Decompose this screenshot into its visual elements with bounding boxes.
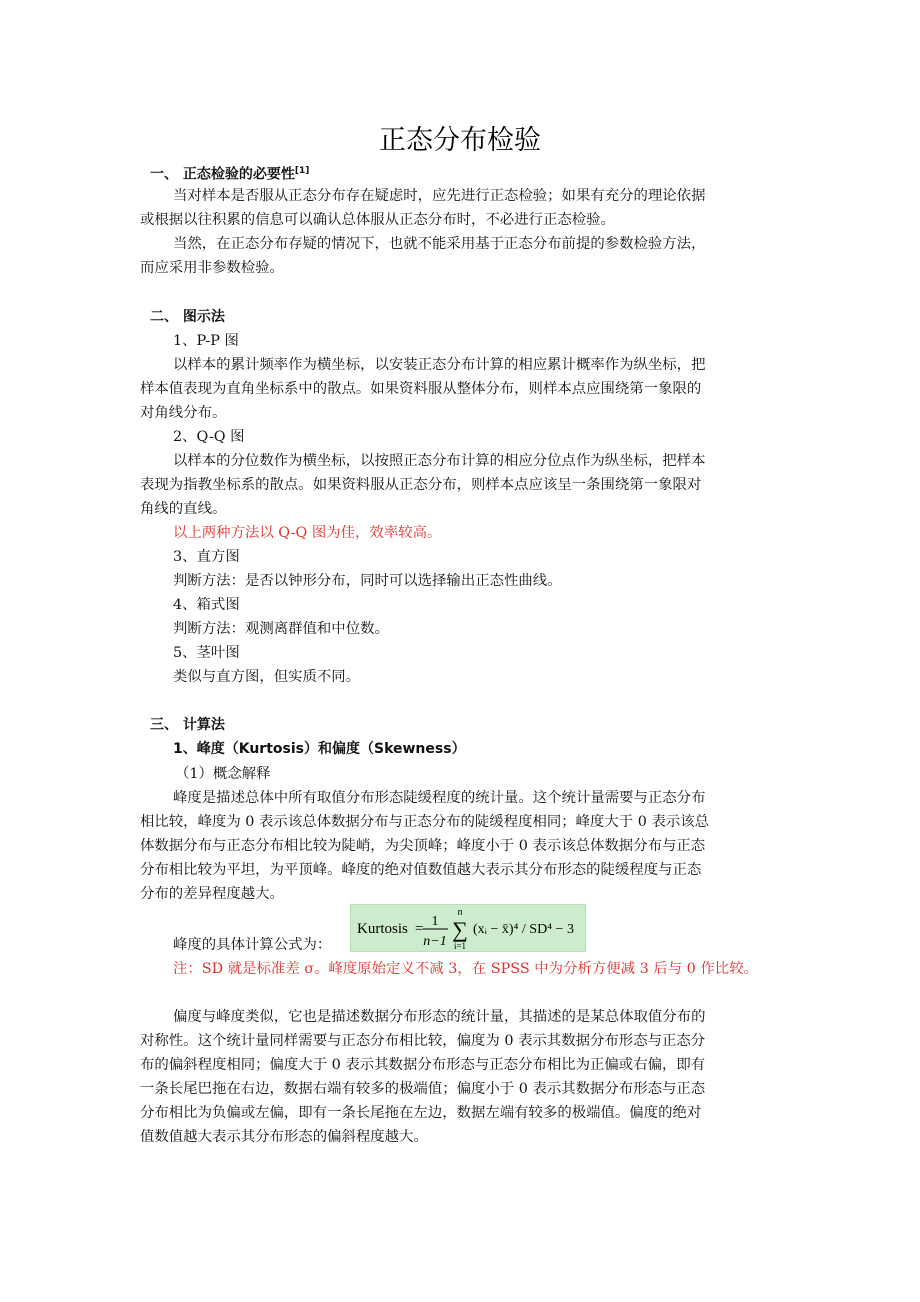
paragraph-line: 或根据以往积累的信息可以确认总体服从正态分布时，不必进行正态检验。 xyxy=(140,212,615,228)
histogram-label: 3、直方图 xyxy=(173,549,240,565)
boxplot-label: 4、箱式图 xyxy=(173,597,240,613)
formula-lhs: Kurtosis xyxy=(357,921,408,937)
paragraph-line: 分布相比较为平坦，为平顶峰。峰度的绝对值数值越大表示其分布形态的陡缓程度与正态 xyxy=(140,862,702,878)
paragraph-line: 以样本的分位数作为横坐标，以按照正态分布计算的相应分位点作为纵坐标，把样本 xyxy=(173,453,706,469)
paragraph-line: 当对样本是否服从正态分布存在疑虑时，应先进行正态检验；如果有充分的理论依据 xyxy=(173,188,706,204)
paragraph-line: 表现为指教坐标系的散点。如果资料服从正态分布，则样本点应该呈一条围绕第一象限对 xyxy=(140,477,702,493)
paragraph-line: 当然，在正态分布存疑的情况下，也就不能采用基于正态分布前提的参数检验方法， xyxy=(173,236,706,252)
sd-note: 注：SD 就是标准差 σ。峰度原始定义不减 3，在 SPSS 中为分析方便减 3 后与 0 作比较。 xyxy=(173,961,758,977)
paragraph-line: 角线的直线。 xyxy=(140,501,227,517)
paragraph-line: 一条长尾巴拖在右边，数据右端有较多的极端值；偏度小于 0 表示其数据分布形态与正态 xyxy=(140,1081,706,1097)
reference-mark: [1] xyxy=(294,166,310,176)
formula-denominator: n−1 xyxy=(423,934,447,949)
heading-text: 一、 正态检验的必要性 xyxy=(150,166,295,183)
paragraph-line: 体数据分布与正态分布相比较为陡峭，为尖顶峰；峰度小于 0 表示该总体数据分布与正态 xyxy=(140,838,706,854)
paragraph-line: 样本值表现为直角坐标系中的散点。如果资料服从整体分布，则样本点应围绕第一象限的 xyxy=(140,381,702,397)
paragraph-line: 偏度与峰度类似，它也是描述数据分布形态的统计量，其描述的是某总体取值分布的 xyxy=(173,1009,706,1025)
stem-leaf-label: 5、茎叶图 xyxy=(173,645,240,661)
section-heading-necessity xyxy=(150,162,309,184)
sum-upper-limit: n xyxy=(457,907,463,918)
paragraph-line: 分布相比为负偏或左偏，即有一条长尾拖在左边，数据左端有较多的极端值。偏度的绝对 xyxy=(140,1105,702,1121)
paragraph-line: 分布的差异程度越大。 xyxy=(140,886,284,902)
section-heading-graphical: 二、 图示法 xyxy=(150,309,225,325)
paragraph-line: 相比较，峰度为 0 表示该总体数据分布与正态分布的陡缓程度相同；峰度大于 0 表示该总 xyxy=(140,814,710,830)
subsection-heading-kurtosis-skewness: 1、峰度（Kurtosis）和偏度（Skewness） xyxy=(173,741,466,757)
qq-plot-label: 2、Q-Q 图 xyxy=(173,429,245,445)
paragraph-line: 对称性。这个统计量同样需要与正态分布相比较，偏度为 0 表示其数据分布形态与正态分 xyxy=(140,1033,706,1049)
sum-symbol: ∑ xyxy=(452,917,468,942)
highlight-note: 以上两种方法以 Q-Q 图为佳，效率较高。 xyxy=(173,525,442,541)
formula-numerator: 1 xyxy=(431,914,439,929)
pp-plot-label: 1、P-P 图 xyxy=(173,333,239,349)
formula-equals: = xyxy=(415,921,424,937)
concept-label: （1）概念解释 xyxy=(175,766,271,782)
formula-body: (xᵢ − x̄)⁴ / SD⁴ − 3 xyxy=(473,922,574,937)
paragraph-line: 判断方法：观测离群值和中位数。 xyxy=(173,621,389,637)
paragraph-line: 判断方法：是否以钟形分布，同时可以选择输出正态性曲线。 xyxy=(173,573,562,589)
formula-label: 峰度的具体计算公式为： xyxy=(173,937,332,953)
paragraph-line: 以样本的累计频率作为横坐标，以安装正态分布计算的相应累计概率作为纵坐标，把 xyxy=(173,357,706,373)
paragraph-line: 对角线分布。 xyxy=(140,405,227,421)
paragraph-line: 类似与直方图，但实质不同。 xyxy=(173,669,361,685)
paragraph-line: 布的偏斜程度相同；偏度大于 0 表示其数据分布形态与正态分布相比为正偏或右偏，即有 xyxy=(140,1057,706,1073)
paragraph-line: 而应采用非参数检验。 xyxy=(140,260,284,276)
kurtosis-formula xyxy=(350,904,586,952)
paragraph-line: 值数值越大表示其分布形态的偏斜程度越大。 xyxy=(140,1129,428,1145)
sum-lower-limit: i=1 xyxy=(453,941,467,951)
paragraph-line: 峰度是描述总体中所有取值分布形态陡缓程度的统计量。这个统计量需要与正态分布 xyxy=(173,790,706,806)
page-title: 正态分布检验 xyxy=(379,125,541,156)
section-heading-computational: 三、 计算法 xyxy=(150,717,225,733)
